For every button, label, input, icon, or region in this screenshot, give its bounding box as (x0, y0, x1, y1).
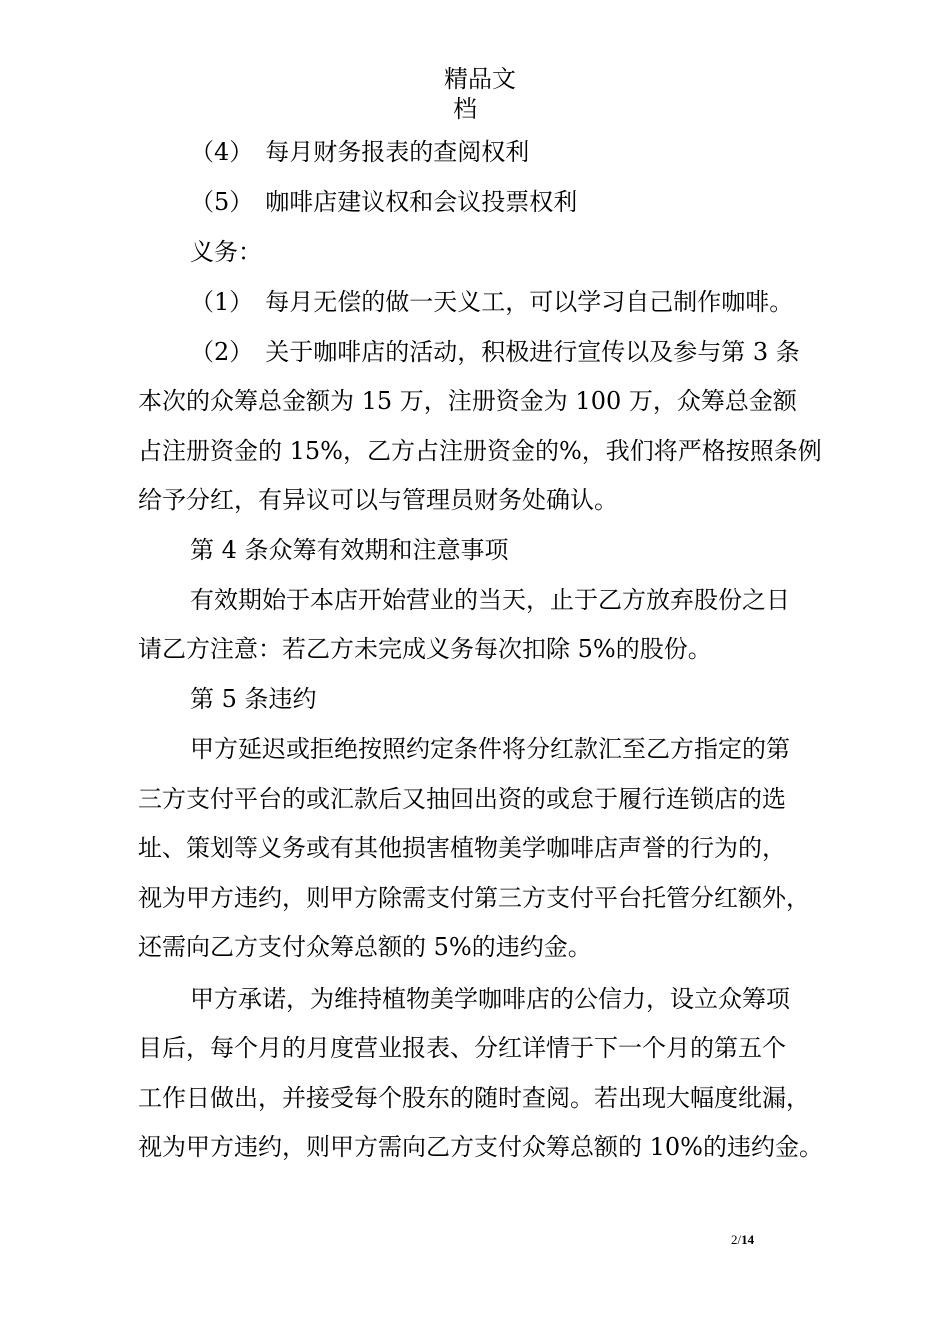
text-line: （5） 咖啡店建议权和会议投票权利 (190, 188, 578, 216)
text-line: 占注册资金的 15%，乙方占注册资金的%，我们将严格按照条例 (138, 437, 822, 465)
text-line: 有效期始于本店开始营业的当天，止于乙方放弃股份之日 (190, 586, 790, 614)
text-line: （4） 每月财务报表的查阅权利 (190, 138, 530, 166)
text-line: 址、策划等义务或有其他损害植物美学咖啡店声誉的行为的， (138, 834, 786, 862)
text-line: （1） 每月无偿的做一天义工，可以学习自己制作咖啡。 (190, 288, 794, 316)
text-line: 目后，每个月的月度营业报表、分红详情于下一个月的第五个 (138, 1034, 786, 1062)
text-line: 义务： (190, 238, 262, 266)
text-line: 本次的众筹总金额为 15 万，注册资金为 100 万，众筹总金额 (138, 387, 797, 415)
text-line: 甲方承诺，为维持植物美学咖啡店的公信力，设立众筹项 (190, 985, 790, 1013)
header-line-1: 精品文 (444, 65, 516, 93)
text-line: 甲方延迟或拒绝按照约定条件将分红款汇至乙方指定的第 (190, 735, 790, 763)
page-header (0, 64, 950, 124)
text-line: 视为甲方违约，则甲方除需支付第三方支付平台托管分红额外， (138, 884, 810, 912)
text-line: 请乙方注意：若乙方未完成义务每次扣除 5%的股份。 (138, 635, 712, 663)
text-line: 还需向乙方支付众筹总额的 5%的违约金。 (138, 933, 592, 961)
text-line: 视为甲方违约，则甲方需向乙方支付众筹总额的 10%的违约金。 (138, 1133, 823, 1161)
text-line: 工作日做出，并接受每个股东的随时查阅。若出现大幅度纰漏， (138, 1084, 810, 1112)
total-pages: 14 (741, 1232, 755, 1247)
header-line-2: 档 (453, 95, 477, 123)
current-page: 2/ (731, 1232, 742, 1247)
text-line: 给予分红，有异议可以与管理员财务处确认。 (138, 486, 618, 514)
section-heading: 第 5 条违约 (190, 685, 317, 713)
section-heading: 第 4 条众筹有效期和注意事项 (190, 536, 509, 564)
text-line: 三方支付平台的或汇款后又抽回出资的或怠于履行连锁店的选 (138, 785, 786, 813)
text-line: （2） 关于咖啡店的活动，积极进行宣传以及参与第 3 条 (190, 338, 800, 366)
page-number (731, 1232, 754, 1248)
